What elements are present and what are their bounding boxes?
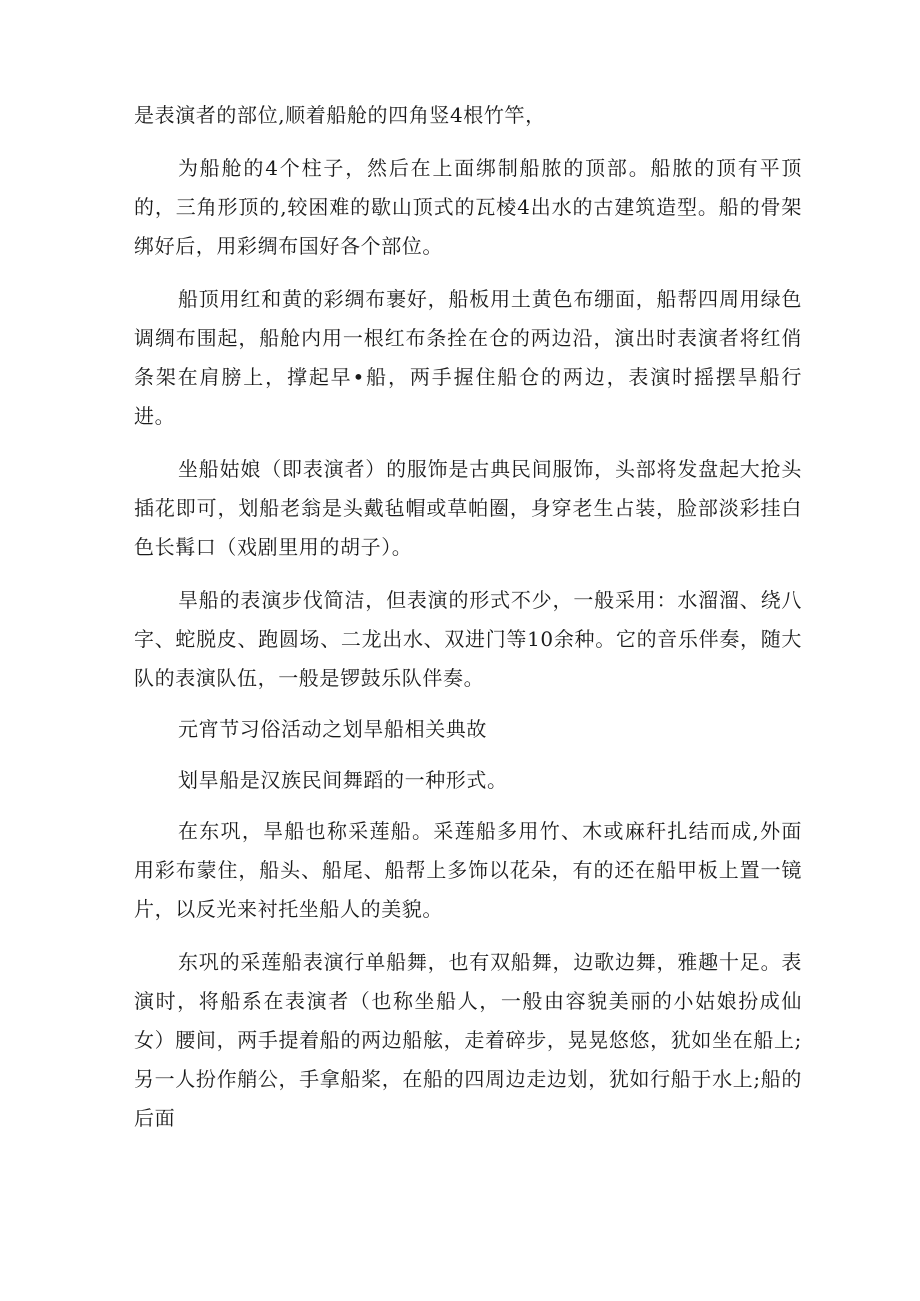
paragraph-dongong-lotus-boat: 在东巩，旱船也称采莲船。采莲船多用竹、木或麻秆扎结而成,外面用彩布蒙住，船头、船尾、船帮上多饰以花朵，有的还在船甲板上置一镜片，以反光来衬托坐船人的美貌。 <box>134 819 802 921</box>
paragraph-boat-cloth: 船顶用红和黄的彩绸布裹好，船板用土黄色布绷面，船帮四周用绿色调绸布围起，船舱内用一根红布条拴在仓的两边沿，演出时表演者将红俏条架在肩膀上，撑起早•船，两手握住船仓的两边，表演时摇摆旱船行进。 <box>134 287 802 428</box>
paragraph-definition: 划旱船是汉族民间舞蹈的一种形式。 <box>178 768 508 792</box>
paragraph-performance-steps: 旱船的表演步伐简洁，但表演的形式不少，一般采用：水溜溜、绕八字、蛇脱皮、跑圆场、二龙出水、双进门等10余种。它的音乐伴奏，随大队的表演队伍，一般是锣鼓乐队伴奏。 <box>134 588 802 690</box>
paragraph-costume: 坐船姑娘（即表演者）的服饰是古典民间服饰，头部将发盘起大抢头插花即可，划船老翁是头戴毡帽或草帕圈，身穿老生占装，脸部淡彩挂白色长髯口（戏剧里用的胡子）。 <box>134 457 802 559</box>
section-heading: 元宵节习俗活动之划旱船相关典故 <box>178 717 487 741</box>
paragraph-cabin-roof: 为船舱的4个柱子，然后在上面绑制船脓的顶部。船脓的顶有平顶的，三角形顶的,较困难的歇山顶式的瓦棱4出水的古建筑造型。船的骨架绑好后，用彩绸布国好各个部位。 <box>134 156 802 258</box>
paragraph-continuation: 是表演者的部位,顺着船舱的四角竖4根竹竿， <box>134 103 546 127</box>
paragraph-dongong-performance: 东巩的采莲船表演行单船舞，也有双船舞，边歌边舞，雅趣十足。表演时，将船系在表演者（也称坐船人，一般由容貌美丽的小姑娘扮成仙女）腰间，两手提着船的两边船舷，走着碎步，晃晃悠悠，犹如坐在船上;另一人扮作艄公，手拿船桨，在船的四周边走边划，犹如行船于水上;船的后面 <box>134 950 802 1130</box>
body-text <box>134 96 802 1138</box>
